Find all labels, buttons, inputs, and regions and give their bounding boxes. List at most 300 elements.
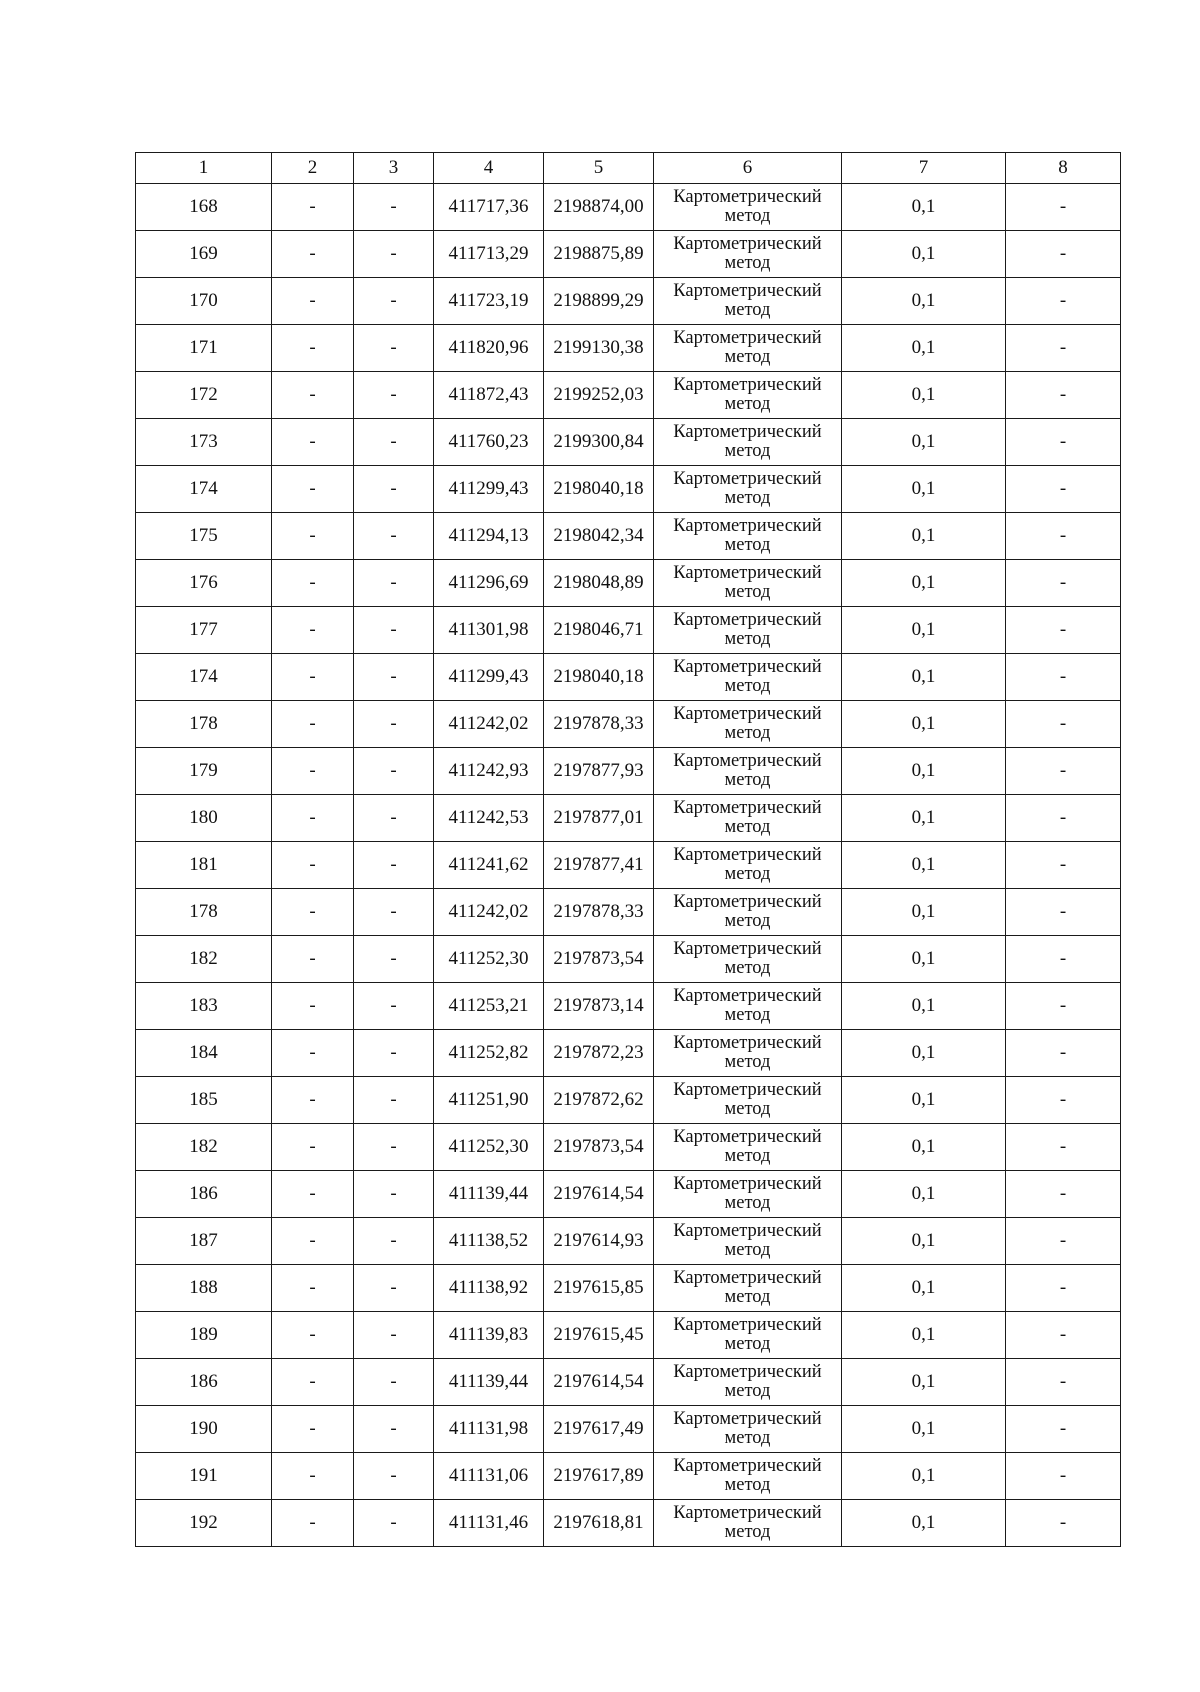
col-3-value: - xyxy=(354,184,434,231)
col-8-value: - xyxy=(1006,748,1121,795)
method-text-line1: Картометрический xyxy=(673,1174,822,1194)
method-text-line2: метод xyxy=(724,1240,771,1260)
col-8-value: - xyxy=(1006,560,1121,607)
method-text-line2: метод xyxy=(724,1287,771,1307)
table-row xyxy=(136,701,1121,748)
coord-x: 411242,02 xyxy=(434,701,544,748)
col-2-value: - xyxy=(272,1030,354,1077)
col-2-value: - xyxy=(272,184,354,231)
method-text-line1: Картометрический xyxy=(673,1127,822,1147)
method-text-line2: метод xyxy=(724,347,771,367)
method-text-line1: Картометрический xyxy=(673,1409,822,1429)
method-text-line1: Картометрический xyxy=(673,1456,822,1476)
col-8-value: - xyxy=(1006,372,1121,419)
coord-y: 2197615,85 xyxy=(544,1265,654,1312)
col-8-value: - xyxy=(1006,1077,1121,1124)
point-number: 188 xyxy=(136,1265,272,1312)
col-2-value: - xyxy=(272,1171,354,1218)
header-col-8: 8 xyxy=(1006,153,1121,184)
col-2-value: - xyxy=(272,513,354,560)
method-text-line1: Картометрический xyxy=(673,1315,822,1335)
col-2-value: - xyxy=(272,372,354,419)
col-8-value: - xyxy=(1006,1500,1121,1547)
coord-x: 411252,82 xyxy=(434,1030,544,1077)
col-2-value: - xyxy=(272,701,354,748)
coord-y: 2197617,49 xyxy=(544,1406,654,1453)
col-3-value: - xyxy=(354,372,434,419)
method-text-line2: метод xyxy=(724,676,771,696)
col-3-value: - xyxy=(354,701,434,748)
method-text-line2: метод xyxy=(724,723,771,743)
col-2-value: - xyxy=(272,1124,354,1171)
coord-x: 411872,43 xyxy=(434,372,544,419)
method-cell xyxy=(654,231,842,278)
method-text-line1: Картометрический xyxy=(673,422,822,442)
method-cell xyxy=(654,278,842,325)
method-text-line1: Картометрический xyxy=(673,469,822,489)
accuracy-value: 0,1 xyxy=(842,372,1006,419)
col-8-value: - xyxy=(1006,654,1121,701)
method-text-line2: метод xyxy=(724,441,771,461)
coord-x: 411139,83 xyxy=(434,1312,544,1359)
col-3-value: - xyxy=(354,983,434,1030)
method-cell xyxy=(654,607,842,654)
coord-y: 2197877,41 xyxy=(544,842,654,889)
col-3-value: - xyxy=(354,1500,434,1547)
coord-y: 2198048,89 xyxy=(544,560,654,607)
method-text-line2: метод xyxy=(724,958,771,978)
accuracy-value: 0,1 xyxy=(842,560,1006,607)
coord-y: 2198042,34 xyxy=(544,513,654,560)
coord-y: 2197873,54 xyxy=(544,936,654,983)
col-8-value: - xyxy=(1006,795,1121,842)
col-2-value: - xyxy=(272,1500,354,1547)
col-3-value: - xyxy=(354,607,434,654)
coord-x: 411139,44 xyxy=(434,1171,544,1218)
method-cell xyxy=(654,184,842,231)
col-2-value: - xyxy=(272,325,354,372)
col-8-value: - xyxy=(1006,701,1121,748)
point-number: 184 xyxy=(136,1030,272,1077)
col-8-value: - xyxy=(1006,1171,1121,1218)
method-text-line2: метод xyxy=(724,911,771,931)
accuracy-value: 0,1 xyxy=(842,513,1006,560)
method-text-line1: Картометрический xyxy=(673,1503,822,1523)
table-row xyxy=(136,560,1121,607)
coord-y: 2197873,14 xyxy=(544,983,654,1030)
col-3-value: - xyxy=(354,654,434,701)
method-text-line1: Картометрический xyxy=(673,187,822,207)
col-8-value: - xyxy=(1006,1124,1121,1171)
col-8-value: - xyxy=(1006,607,1121,654)
col-2-value: - xyxy=(272,1359,354,1406)
col-3-value: - xyxy=(354,1265,434,1312)
accuracy-value: 0,1 xyxy=(842,1077,1006,1124)
method-cell xyxy=(654,748,842,795)
table-row xyxy=(136,1453,1121,1500)
method-cell xyxy=(654,654,842,701)
method-text-line1: Картометрический xyxy=(673,328,822,348)
col-8-value: - xyxy=(1006,278,1121,325)
method-text-line2: метод xyxy=(724,535,771,555)
coord-x: 411242,53 xyxy=(434,795,544,842)
coord-y: 2199252,03 xyxy=(544,372,654,419)
accuracy-value: 0,1 xyxy=(842,748,1006,795)
col-3-value: - xyxy=(354,1030,434,1077)
table-row xyxy=(136,1171,1121,1218)
accuracy-value: 0,1 xyxy=(842,889,1006,936)
accuracy-value: 0,1 xyxy=(842,1453,1006,1500)
method-text-line2: метод xyxy=(724,1381,771,1401)
coord-y: 2197872,62 xyxy=(544,1077,654,1124)
coord-y: 2198875,89 xyxy=(544,231,654,278)
col-2-value: - xyxy=(272,1453,354,1500)
col-2-value: - xyxy=(272,795,354,842)
header-col-2: 2 xyxy=(272,153,354,184)
header-col-4: 4 xyxy=(434,153,544,184)
coord-y: 2198040,18 xyxy=(544,466,654,513)
col-8-value: - xyxy=(1006,231,1121,278)
method-cell xyxy=(654,1453,842,1500)
method-text-line2: метод xyxy=(724,1146,771,1166)
method-text-line1: Картометрический xyxy=(673,610,822,630)
point-number: 189 xyxy=(136,1312,272,1359)
coord-x: 411723,19 xyxy=(434,278,544,325)
method-text-line1: Картометрический xyxy=(673,986,822,1006)
method-text-line2: метод xyxy=(724,1005,771,1025)
method-cell xyxy=(654,1312,842,1359)
table-row xyxy=(136,1500,1121,1547)
coord-x: 411242,02 xyxy=(434,889,544,936)
col-3-value: - xyxy=(354,889,434,936)
accuracy-value: 0,1 xyxy=(842,419,1006,466)
accuracy-value: 0,1 xyxy=(842,701,1006,748)
header-col-5: 5 xyxy=(544,153,654,184)
col-8-value: - xyxy=(1006,936,1121,983)
point-number: 181 xyxy=(136,842,272,889)
point-number: 178 xyxy=(136,889,272,936)
table-row xyxy=(136,936,1121,983)
col-8-value: - xyxy=(1006,842,1121,889)
coord-x: 411131,98 xyxy=(434,1406,544,1453)
method-cell xyxy=(654,1265,842,1312)
method-text-line1: Картометрический xyxy=(673,375,822,395)
coord-y: 2197614,54 xyxy=(544,1171,654,1218)
accuracy-value: 0,1 xyxy=(842,607,1006,654)
coord-x: 411251,90 xyxy=(434,1077,544,1124)
coord-y: 2198874,00 xyxy=(544,184,654,231)
col-3-value: - xyxy=(354,1406,434,1453)
col-3-value: - xyxy=(354,1124,434,1171)
method-text-line2: метод xyxy=(724,1052,771,1072)
col-8-value: - xyxy=(1006,513,1121,560)
coord-x: 411138,92 xyxy=(434,1265,544,1312)
point-number: 174 xyxy=(136,466,272,513)
point-number: 190 xyxy=(136,1406,272,1453)
point-number: 169 xyxy=(136,231,272,278)
method-cell xyxy=(654,889,842,936)
col-3-value: - xyxy=(354,1312,434,1359)
coord-x: 411138,52 xyxy=(434,1218,544,1265)
point-number: 170 xyxy=(136,278,272,325)
accuracy-value: 0,1 xyxy=(842,1265,1006,1312)
coord-x: 411253,21 xyxy=(434,983,544,1030)
method-text-line1: Картометрический xyxy=(673,516,822,536)
table-row xyxy=(136,607,1121,654)
point-number: 186 xyxy=(136,1171,272,1218)
col-8-value: - xyxy=(1006,1030,1121,1077)
method-text-line2: метод xyxy=(724,582,771,602)
method-text-line2: метод xyxy=(724,1334,771,1354)
method-text-line2: метод xyxy=(724,1193,771,1213)
col-8-value: - xyxy=(1006,1406,1121,1453)
table-row xyxy=(136,231,1121,278)
coord-x: 411131,06 xyxy=(434,1453,544,1500)
col-3-value: - xyxy=(354,560,434,607)
point-number: 174 xyxy=(136,654,272,701)
accuracy-value: 0,1 xyxy=(842,1124,1006,1171)
col-2-value: - xyxy=(272,842,354,889)
point-number: 192 xyxy=(136,1500,272,1547)
col-3-value: - xyxy=(354,466,434,513)
col-8-value: - xyxy=(1006,983,1121,1030)
col-2-value: - xyxy=(272,278,354,325)
coord-y: 2198899,29 xyxy=(544,278,654,325)
col-8-value: - xyxy=(1006,1218,1121,1265)
point-number: 186 xyxy=(136,1359,272,1406)
method-text-line1: Картометрический xyxy=(673,1362,822,1382)
coord-x: 411299,43 xyxy=(434,466,544,513)
method-cell xyxy=(654,1030,842,1077)
method-text-line2: метод xyxy=(724,1475,771,1495)
method-text-line2: метод xyxy=(724,1428,771,1448)
col-2-value: - xyxy=(272,983,354,1030)
method-text-line1: Картометрический xyxy=(673,798,822,818)
table-row xyxy=(136,983,1121,1030)
method-cell xyxy=(654,419,842,466)
method-text-line2: метод xyxy=(724,864,771,884)
coord-y: 2197872,23 xyxy=(544,1030,654,1077)
col-2-value: - xyxy=(272,1265,354,1312)
method-cell xyxy=(654,372,842,419)
table-row xyxy=(136,795,1121,842)
coord-x: 411131,46 xyxy=(434,1500,544,1547)
table-row xyxy=(136,1124,1121,1171)
header-col-3: 3 xyxy=(354,153,434,184)
point-number: 178 xyxy=(136,701,272,748)
accuracy-value: 0,1 xyxy=(842,1312,1006,1359)
coord-y: 2197614,54 xyxy=(544,1359,654,1406)
header-col-1: 1 xyxy=(136,153,272,184)
method-cell xyxy=(654,842,842,889)
method-cell xyxy=(654,1077,842,1124)
coord-x: 411252,30 xyxy=(434,936,544,983)
col-3-value: - xyxy=(354,795,434,842)
col-3-value: - xyxy=(354,1077,434,1124)
col-3-value: - xyxy=(354,748,434,795)
table-body xyxy=(136,184,1121,1547)
col-3-value: - xyxy=(354,1171,434,1218)
method-text-line2: метод xyxy=(724,770,771,790)
col-8-value: - xyxy=(1006,1359,1121,1406)
col-8-value: - xyxy=(1006,325,1121,372)
table-row xyxy=(136,842,1121,889)
coord-y: 2198040,18 xyxy=(544,654,654,701)
header-col-6: 6 xyxy=(654,153,842,184)
point-number: 183 xyxy=(136,983,272,1030)
accuracy-value: 0,1 xyxy=(842,278,1006,325)
coord-x: 411294,13 xyxy=(434,513,544,560)
accuracy-value: 0,1 xyxy=(842,466,1006,513)
table-header xyxy=(136,153,1121,184)
method-cell xyxy=(654,513,842,560)
method-cell xyxy=(654,1359,842,1406)
accuracy-value: 0,1 xyxy=(842,1171,1006,1218)
coord-x: 411820,96 xyxy=(434,325,544,372)
accuracy-value: 0,1 xyxy=(842,325,1006,372)
col-2-value: - xyxy=(272,560,354,607)
method-text-line1: Картометрический xyxy=(673,657,822,677)
coord-x: 411252,30 xyxy=(434,1124,544,1171)
point-number: 172 xyxy=(136,372,272,419)
col-2-value: - xyxy=(272,607,354,654)
accuracy-value: 0,1 xyxy=(842,983,1006,1030)
method-text-line2: метод xyxy=(724,394,771,414)
point-number: 173 xyxy=(136,419,272,466)
coord-y: 2199130,38 xyxy=(544,325,654,372)
point-number: 187 xyxy=(136,1218,272,1265)
coord-y: 2197878,33 xyxy=(544,889,654,936)
coord-y: 2197877,93 xyxy=(544,748,654,795)
method-text-line1: Картометрический xyxy=(673,939,822,959)
coord-y: 2197873,54 xyxy=(544,1124,654,1171)
point-number: 191 xyxy=(136,1453,272,1500)
col-3-value: - xyxy=(354,936,434,983)
point-number: 182 xyxy=(136,936,272,983)
col-8-value: - xyxy=(1006,419,1121,466)
col-3-value: - xyxy=(354,419,434,466)
col-3-value: - xyxy=(354,1218,434,1265)
point-number: 176 xyxy=(136,560,272,607)
accuracy-value: 0,1 xyxy=(842,936,1006,983)
table-row xyxy=(136,184,1121,231)
header-row xyxy=(136,153,1121,184)
col-2-value: - xyxy=(272,419,354,466)
col-2-value: - xyxy=(272,231,354,278)
method-cell xyxy=(654,1171,842,1218)
accuracy-value: 0,1 xyxy=(842,1406,1006,1453)
coord-y: 2197614,93 xyxy=(544,1218,654,1265)
method-cell xyxy=(654,701,842,748)
accuracy-value: 0,1 xyxy=(842,1218,1006,1265)
table-row xyxy=(136,889,1121,936)
col-2-value: - xyxy=(272,748,354,795)
method-cell xyxy=(654,560,842,607)
accuracy-value: 0,1 xyxy=(842,795,1006,842)
point-number: 179 xyxy=(136,748,272,795)
method-cell xyxy=(654,1500,842,1547)
accuracy-value: 0,1 xyxy=(842,842,1006,889)
col-2-value: - xyxy=(272,466,354,513)
table-row xyxy=(136,1218,1121,1265)
accuracy-value: 0,1 xyxy=(842,231,1006,278)
col-3-value: - xyxy=(354,325,434,372)
method-text-line2: метод xyxy=(724,488,771,508)
method-text-line2: метод xyxy=(724,629,771,649)
coord-y: 2197617,89 xyxy=(544,1453,654,1500)
col-2-value: - xyxy=(272,889,354,936)
table-row xyxy=(136,278,1121,325)
table-row xyxy=(136,1406,1121,1453)
coord-y: 2197878,33 xyxy=(544,701,654,748)
point-number: 171 xyxy=(136,325,272,372)
method-cell xyxy=(654,1218,842,1265)
coord-y: 2197618,81 xyxy=(544,1500,654,1547)
table-row xyxy=(136,419,1121,466)
method-text-line1: Картометрический xyxy=(673,1268,822,1288)
col-2-value: - xyxy=(272,1218,354,1265)
table-row xyxy=(136,1359,1121,1406)
coord-y: 2197877,01 xyxy=(544,795,654,842)
method-text-line2: метод xyxy=(724,817,771,837)
method-text-line1: Картометрический xyxy=(673,845,822,865)
point-number: 180 xyxy=(136,795,272,842)
coord-x: 411139,44 xyxy=(434,1359,544,1406)
coord-x: 411241,62 xyxy=(434,842,544,889)
method-cell xyxy=(654,795,842,842)
col-3-value: - xyxy=(354,1453,434,1500)
point-number: 177 xyxy=(136,607,272,654)
table-row xyxy=(136,654,1121,701)
accuracy-value: 0,1 xyxy=(842,1500,1006,1547)
accuracy-value: 0,1 xyxy=(842,1359,1006,1406)
col-8-value: - xyxy=(1006,1453,1121,1500)
col-8-value: - xyxy=(1006,184,1121,231)
col-8-value: - xyxy=(1006,466,1121,513)
method-cell xyxy=(654,936,842,983)
col-3-value: - xyxy=(354,1359,434,1406)
accuracy-value: 0,1 xyxy=(842,654,1006,701)
coord-x: 411242,93 xyxy=(434,748,544,795)
coord-x: 411760,23 xyxy=(434,419,544,466)
header-col-7: 7 xyxy=(842,153,1006,184)
table-row xyxy=(136,513,1121,560)
point-number: 168 xyxy=(136,184,272,231)
table-row xyxy=(136,1265,1121,1312)
coord-x: 411296,69 xyxy=(434,560,544,607)
col-2-value: - xyxy=(272,936,354,983)
method-cell xyxy=(654,325,842,372)
method-text-line2: метод xyxy=(724,1099,771,1119)
accuracy-value: 0,1 xyxy=(842,1030,1006,1077)
col-8-value: - xyxy=(1006,889,1121,936)
method-cell xyxy=(654,983,842,1030)
method-text-line1: Картометрический xyxy=(673,1033,822,1053)
coord-x: 411717,36 xyxy=(434,184,544,231)
method-text-line1: Картометрический xyxy=(673,892,822,912)
method-cell xyxy=(654,1124,842,1171)
table-row xyxy=(136,1030,1121,1077)
coord-y: 2199300,84 xyxy=(544,419,654,466)
table-row xyxy=(136,1312,1121,1359)
method-text-line1: Картометрический xyxy=(673,281,822,301)
table-row xyxy=(136,1077,1121,1124)
table-row xyxy=(136,372,1121,419)
method-text-line1: Картометрический xyxy=(673,563,822,583)
method-text-line2: метод xyxy=(724,300,771,320)
point-number: 185 xyxy=(136,1077,272,1124)
method-text-line1: Картометрический xyxy=(673,1221,822,1241)
